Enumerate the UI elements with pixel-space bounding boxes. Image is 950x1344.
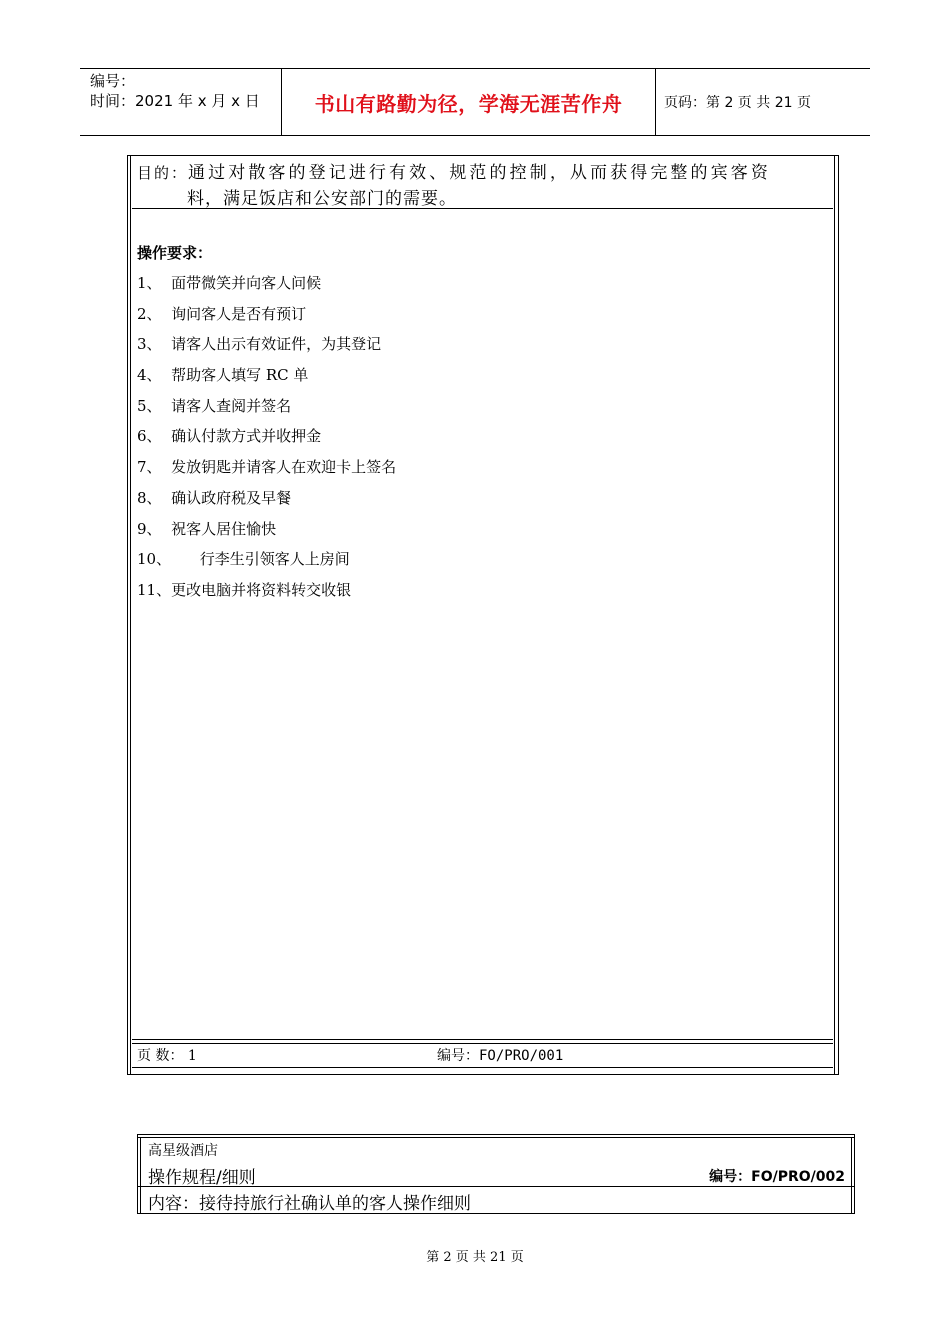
procedure-form <box>127 155 839 1075</box>
purpose-text-line2: 料，满足饭店和公安部门的需要。 <box>187 189 457 209</box>
box-border-left <box>137 1134 138 1214</box>
list-item: 8、 确认政府税及早餐 <box>137 488 292 507</box>
list-item: 3、 请客人出示有效证件，为其登记 <box>137 335 382 354</box>
list-item: 2、 询问客人是否有预订 <box>137 304 307 323</box>
box-border-right <box>854 1134 855 1214</box>
box-border-left-inner <box>140 1137 141 1214</box>
purpose-label: 目的： <box>137 164 189 182</box>
hotel-name: 高星级酒店 <box>148 1143 218 1159</box>
form-footer <box>137 1045 564 1065</box>
list-item: 5、 请客人查阅并签名 <box>137 396 292 415</box>
form-border-right-outer <box>838 155 839 1075</box>
box-border-top-inner <box>137 1137 855 1138</box>
box-border-top <box>137 1134 855 1135</box>
page-footer: 第 2 页 共 21 页 <box>426 1250 524 1265</box>
form-border-bottom <box>127 1074 839 1075</box>
list-item: 6、 确认付款方式并收押金 <box>137 427 322 446</box>
header-number-label: 编号： <box>90 72 136 90</box>
list-item: 4、 帮助客人填写 RC 单 <box>137 366 309 385</box>
procedure-content: 内容：接待持旅行社确认单的客人操作细则 <box>148 1194 471 1214</box>
form-border-top <box>127 155 839 156</box>
list-item: 11、更改电脑并将资料转交收银 <box>137 580 352 599</box>
box-border-right-inner <box>851 1137 852 1214</box>
purpose-text-line1: 通过对散客的登记进行有效、规范的控制，从而获得完整的宾客资 <box>188 163 771 183</box>
form-border-right-inner <box>834 155 835 1075</box>
footer-rule-bottom <box>132 1067 833 1068</box>
form-border-left-outer <box>127 155 128 1075</box>
footer-rule-top <box>132 1039 833 1040</box>
page-header <box>80 68 870 136</box>
form-border-left-inner <box>130 155 131 1075</box>
list-item: 7、 发放钥匙并请客人在欢迎卡上签名 <box>137 458 397 477</box>
next-procedure-header <box>137 1134 855 1214</box>
requirements-title: 操作要求： <box>137 244 213 262</box>
list-item: 9、 祝客人居住愉快 <box>137 519 277 538</box>
procedure-code: 编号：FO/PRO/002 <box>709 1169 845 1185</box>
footer-rule-top-2 <box>132 1043 833 1044</box>
header-divider <box>655 68 656 136</box>
header-meta <box>90 71 260 111</box>
header-motto: 书山有路勤为径，学海无涯苦作舟 <box>314 91 623 116</box>
footer-page-count: 页 数： 1 <box>137 1048 197 1064</box>
header-time-label: 时间：2021 年 x 月 x 日 <box>90 92 260 110</box>
footer-doc-code: 编号：FO/PRO/001 <box>437 1048 564 1064</box>
list-item: 10、 行李生引领客人上房间 <box>137 550 350 569</box>
purpose-section <box>137 160 830 212</box>
procedure-title: 操作规程/细则 <box>148 1168 256 1188</box>
header-page-info: 页码：第 2 页 共 21 页 <box>664 95 811 111</box>
list-item: 1、 面带微笑并向客人问候 <box>137 274 322 292</box>
requirements-list <box>137 270 396 608</box>
